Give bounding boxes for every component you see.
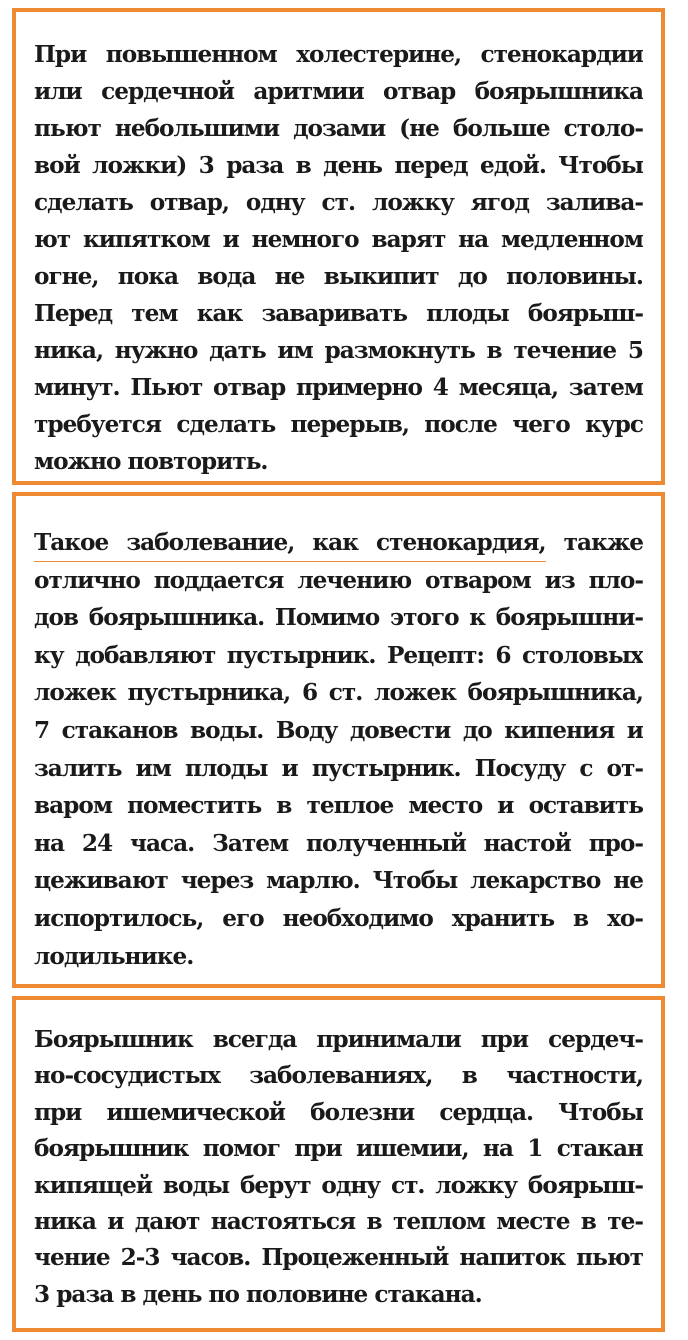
highlighted-phrase: или сердечной аритмии (34, 78, 364, 110)
text-line (34, 184, 643, 221)
paragraph-hawthorn-cholesterol (16, 12, 661, 480)
text-line (34, 258, 643, 295)
line-text: испортилось, его необходимо хранить в хо- (34, 904, 643, 932)
text-line (34, 147, 643, 184)
line-text: 7 стаканов воды. Воду довести до кипения и (34, 716, 643, 744)
text-line (34, 1058, 643, 1094)
highlighted-phrase: Такое заболевание, как стенокардия, (34, 529, 546, 562)
text-line (34, 1095, 643, 1131)
line-text: минут. Пьют отвар примерно 4 месяца, затем (34, 374, 643, 401)
line-text: варом поместить в теплое место и оставить (34, 792, 643, 820)
line-text: вой ложки) 3 раза в день перед едой. Чтобы (34, 152, 643, 179)
line-text: чение 2-3 часов. Процеженный напиток пьют (34, 1244, 643, 1272)
line-text: Перед тем как заваривать плоды боярыш- (34, 300, 643, 327)
text-line (34, 787, 643, 825)
line-text: сделать отвар, одну ст. ложку ягод залива- (34, 189, 643, 216)
paragraph-angina-recipe (16, 496, 661, 975)
text-line (34, 938, 643, 976)
line-text: отвар боярышника (363, 78, 643, 105)
text-line (34, 110, 643, 147)
text-line (34, 1240, 643, 1276)
line-text: дов боярышника. Помимо этого к боярышни- (34, 604, 643, 632)
text-line (34, 599, 643, 637)
text-line (34, 443, 643, 480)
line-text: цеживают через марлю. Чтобы лекарство не (34, 867, 643, 895)
highlighted-phrase: При повышенном холестерине, стенокардии (34, 41, 643, 73)
line-text: лодильнике. (34, 942, 194, 970)
text-line (34, 369, 643, 406)
line-text: ника, нужно дать им размокнуть в течение 5 (34, 337, 643, 364)
text-line (34, 1277, 643, 1313)
text-line (34, 73, 643, 110)
line-text: также (545, 529, 643, 556)
line-text: 3 раза в день по половине стакана. (34, 1280, 482, 1308)
text-line (34, 524, 643, 562)
text-line (34, 1131, 643, 1167)
line-text: Чтобы (533, 1098, 643, 1126)
text-line (34, 825, 643, 863)
text-line (34, 36, 643, 73)
text-line (34, 712, 643, 750)
text-line (34, 221, 643, 258)
text-block-3 (12, 996, 665, 1332)
line-text: ника и дают настояться в теплом месте в те- (34, 1208, 643, 1236)
line-text: боярышник помог при ишемии, на 1 стакан (34, 1135, 643, 1163)
line-text: требуется сделать перерыв, после чего курс (34, 411, 643, 438)
text-line (34, 1204, 643, 1240)
line-text: но-сосудистых заболеваниях, в частности, (34, 1062, 643, 1090)
line-text: ку добавляют пустырник. Рецепт: 6 столовых (34, 641, 643, 669)
text-line (34, 900, 643, 938)
text-line (34, 295, 643, 332)
line-text: пьют небольшими дозами (не больше столо- (34, 115, 643, 142)
line-text: огне, пока вода не выкипит до половины. (34, 263, 643, 290)
text-line (34, 674, 643, 712)
highlighted-phrase: при ишемической болезни сердца. (34, 1099, 533, 1131)
text-line (34, 862, 643, 900)
text-line (34, 1168, 643, 1204)
line-text: Боярышник всегда принимали при сердеч- (34, 1026, 643, 1053)
line-text: отлично поддается лечению отваром из пло- (34, 566, 643, 594)
text-line (34, 750, 643, 788)
text-block-2 (12, 492, 665, 988)
line-text: можно повторить. (34, 448, 268, 475)
text-line (34, 406, 643, 443)
text-line (34, 1022, 643, 1058)
line-text: на 24 часа. Затем полученный настой про- (34, 829, 643, 857)
text-block-1 (12, 8, 665, 485)
line-text: ложек пустырника, 6 ст. ложек боярышника, (34, 679, 643, 707)
line-text: ют кипятком и немного варят на медленном (34, 226, 643, 253)
text-line (34, 637, 643, 675)
line-text: кипящей воды берут одну ст. ложку боярыш- (34, 1171, 643, 1199)
text-line (34, 332, 643, 369)
paragraph-ischemia (16, 1000, 661, 1313)
line-text: залить им плоды и пустырник. Посуду с от- (34, 754, 643, 782)
text-line (34, 562, 643, 600)
